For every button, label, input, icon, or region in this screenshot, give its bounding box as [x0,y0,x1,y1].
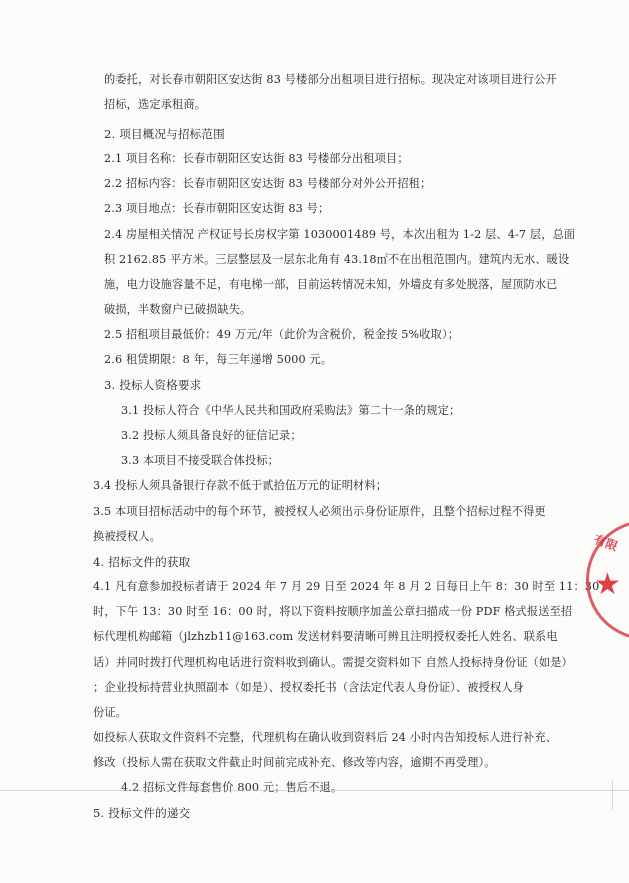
text-line: 2.5 招租项目最低价：49 万元/年（此价为含税价，税金按 5%收取）； [104,328,460,341]
section-heading: 4. 招标文件的获取 [93,555,191,569]
text-line: 施，电力设施容量不足，有电梯一部，目前运转情况未知，外墙皮有多处脱落，屋顶防水已 [104,278,558,291]
text-line: 4.1 凡有意参加投标者请于 2024 年 7 月 29 日至 2024 年 8 月 2 日每日上午 8：30 时至 11：30 [93,580,600,593]
company-seal [586,520,629,640]
text-line: 2.6 租赁期限：8 年，每三年递增 5000 元。 [104,353,333,366]
text-line: 修改（投标人需在获取文件截止时间前完成补充、修改等内容，逾期不再受理）。 [93,756,496,769]
text-line: 招标，选定承租商。 [104,98,207,111]
text-line: 2.2 招标内容：长春市朝阳区安达街 83 号楼部分对外公开招租； [104,177,432,190]
text-line: 话）并同时拨打代理机构电话进行资料收到确认。需提交资料如下 自然人投标持身份证（如是） [93,656,573,669]
text-line: 3.3 本项目不接受联合体投标； [121,454,279,467]
text-line: 积 2162.85 平方米。三层整层及一层东北角有 43.18㎡不在出租范围内。建筑内无水、暖设 [104,253,570,266]
text-line: 换被授权人。 [93,530,162,543]
text-line: 时，下午 13：30 时至 16：00 时，将以下资料按顺序加盖公章扫描成一份 PDF 格式报送至招 [93,605,573,618]
text-line: 3.1 投标人符合《中华人民共和国政府采购法》第二十一条的规定； [121,404,461,417]
star-icon: ★ [594,567,621,602]
text-line: 3.5 本项目招标活动中的每个环节，被授权人必须出示身份证原件，且整个招标过程不得更 [93,505,546,518]
section-heading: 3. 投标人资格要求 [104,378,202,392]
scan-artifact-mark [612,780,613,810]
text-line: ；企业投标持营业执照副本（如是）、授权委托书（含法定代表人身份证）、被授权人身 [93,681,524,694]
scan-artifact-line [0,790,629,791]
text-line: 2.3 项目地点：长春市朝阳区安达街 83 号； [104,202,330,215]
text-line: 标代理机构邮箱（jlzhzb11@163.com 发送材料要清晰可辨且注明授权委托人姓名、联系电 [93,630,558,643]
text-line: 破损，半数窗户已破损缺失。 [104,303,252,316]
text-line: 的委托，对长春市朝阳区安达街 83 号楼部分出租项目进行招标。现决定对该项目进行公开 [104,73,557,86]
seal-text: 有限 [592,532,620,554]
text-line: 3.2 投标人须具备良好的征信记录； [121,429,302,442]
text-line: 份证。 [93,706,128,719]
text-line: 3.4 投标人须具备银行存款不低于贰拾伍万元的证明材料； [93,479,388,492]
text-line: 如投标人获取文件资料不完整，代理机构在确认收到资料后 24 小时内告知投标人进行补充、 [93,731,558,744]
section-heading: 5. 投标文件的递交 [93,806,191,820]
text-line: 2.4 房屋相关情况 产权证号长房权字第 1030001489 号，本次出租为 1-2 层、4-7 层，总面 [104,228,576,241]
text-line: 4.2 招标文件每套售价 800 元；售后不退。 [121,781,343,794]
text-line: 2.1 项目名称：长春市朝阳区安达街 83 号楼部分出租项目； [104,152,409,165]
section-heading: 2. 项目概况与招标范围 [104,127,225,141]
